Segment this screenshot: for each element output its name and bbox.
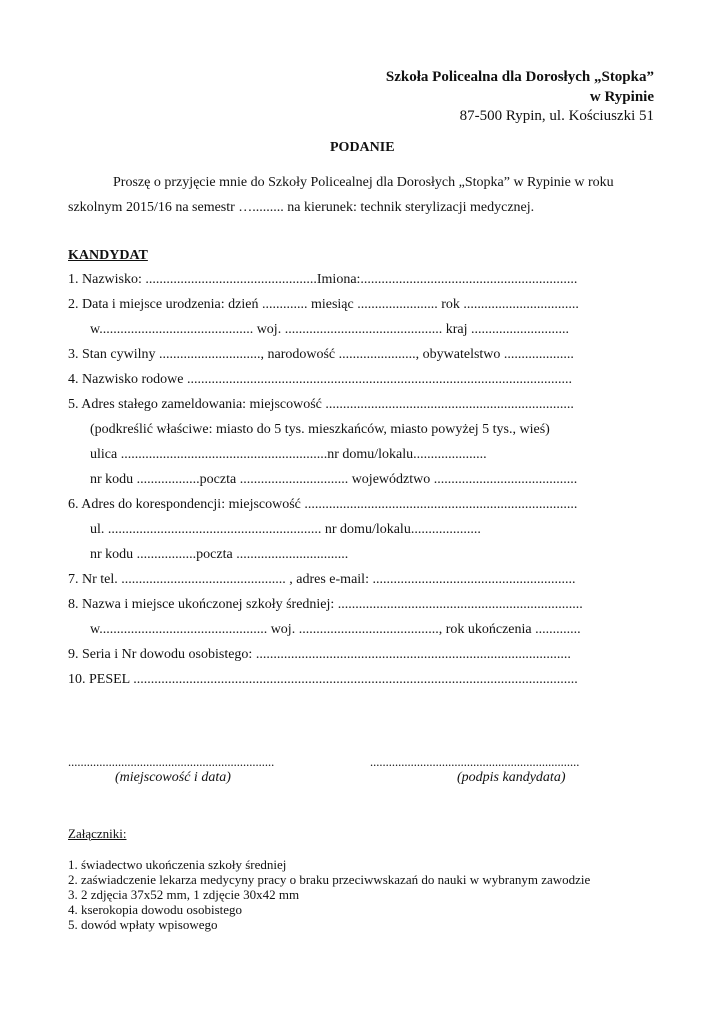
signature-label: (podpis kandydata) xyxy=(457,770,566,785)
attachment-item: 2. zaświadczenie lekarza medycyny pracy o braku przeciwwskazań do nauki w wybranym zawodzie xyxy=(68,872,591,887)
attachment-item: 3. 2 zdjęcia 37x52 mm, 1 zdjęcie 30x42 mm xyxy=(68,887,300,902)
attachment-item: 1. świadectwo ukończenia szkoły średniej xyxy=(68,857,287,872)
date-place-label: (miejscowość i data) xyxy=(115,770,231,785)
attachment-item: 5. dowód wpłaty wpisowego xyxy=(68,917,218,932)
attachments-heading: Załączniki: xyxy=(68,826,127,841)
field-pesel: 10. PESEL ............................................................................................................................... xyxy=(68,672,578,687)
section-heading-kandydat: KANDYDAT xyxy=(68,248,148,263)
school-address: 87-500 Rypin, ul. Kościuszki 51 xyxy=(459,108,654,124)
intro-line-2: szkolnym 2015/16 na semestr …......... na kierunek: technik sterylizacji medycznej. xyxy=(68,200,535,215)
school-name: Szkoła Policealna dla Dorosłych „Stopka” xyxy=(385,69,654,85)
date-place-dots: .................................................................. xyxy=(68,755,275,769)
field-postal-code: nr kodu ..................poczta ............................... województwo ......................................... xyxy=(90,472,578,487)
attachment-item: 4. kserokopia dowodu osobistego xyxy=(68,902,243,917)
field-school-name: 8. Nazwa i miejsce ukończonej szkoły średniej: ...................................................................... xyxy=(68,597,583,612)
intro-line-1: Proszę o przyjęcie mnie do Szkoły Policealnej dla Dorosłych „Stopka” w Rypinie w roku xyxy=(113,175,614,190)
signature-dots: ................................................................... xyxy=(370,755,580,769)
field-family-name: 4. Nazwisko rodowe .............................................................................................................. xyxy=(68,372,572,387)
field-correspondence-address: 6. Adres do korespondencji: miejscowość .............................................................................. xyxy=(68,497,578,512)
field-locality-type: (podkreślić właściwe: miasto do 5 tys. mieszkańców, miasto powyżej 5 tys., wieś) xyxy=(90,422,550,437)
field-civil-status: 3. Stan cywilny ............................., narodowość ......................, obywatelstwo .................... xyxy=(68,347,574,362)
field-surname-name: 1. Nazwisko: .................................................Imiona:.............................................................. xyxy=(68,272,578,287)
field-permanent-address: 5. Adres stałego zameldowania: miejscowość ....................................................................... xyxy=(68,397,574,412)
field-phone-email: 7. Nr tel. ............................................... , adres e-mail: .......................................................... xyxy=(68,572,576,587)
field-correspondence-postal: nr kodu .................poczta ................................ xyxy=(90,547,349,562)
field-birth-date: 2. Data i miejsce urodzenia: dzień ............. miesiąc ....................... rok ................................. xyxy=(68,297,579,312)
document-title: PODANIE xyxy=(330,140,395,155)
field-correspondence-street: ul. ............................................................. nr domu/lokalu.................... xyxy=(90,522,481,537)
field-street: ulica ...........................................................nr domu/lokalu..................... xyxy=(90,447,487,462)
field-birth-place: w............................................ woj. ............................................. kraj ............................ xyxy=(90,322,569,337)
school-city: w Rypinie xyxy=(589,89,654,105)
field-school-place: w................................................ woj. ........................................, rok ukończenia ............. xyxy=(90,622,581,637)
field-id-card: 9. Seria i Nr dowodu osobistego: .......................................................................................... xyxy=(68,647,571,662)
